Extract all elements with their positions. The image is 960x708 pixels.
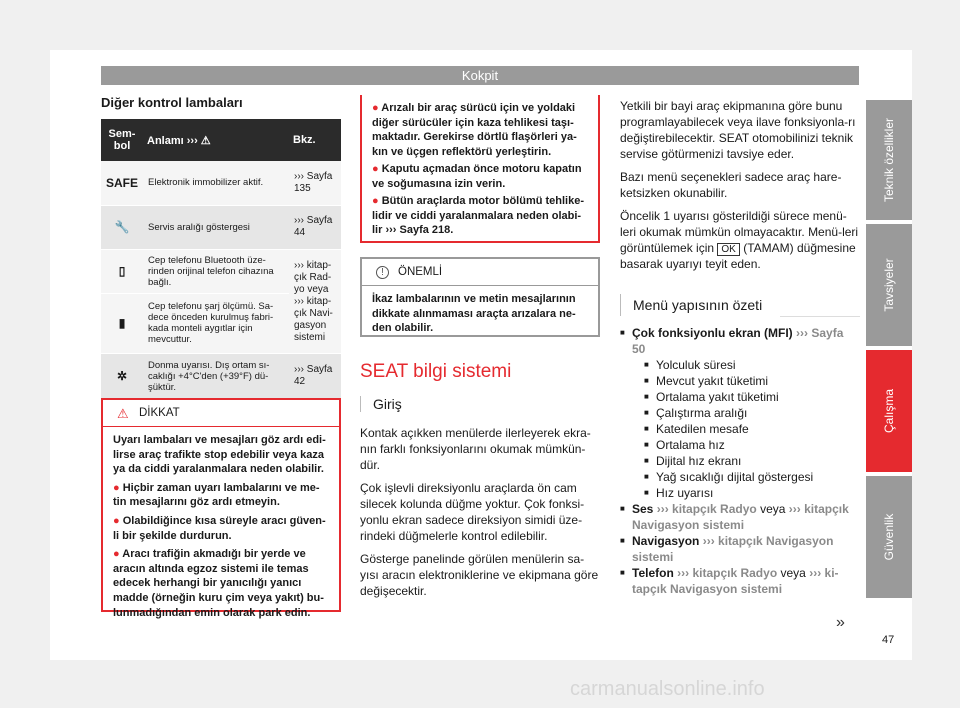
- battery-icon: ▮: [101, 293, 143, 353]
- menu-title: Menü yapısının özeti: [620, 294, 858, 316]
- page-link[interactable]: ››› Sayfa 50: [632, 326, 844, 356]
- warning-bullet: ● Bütün araçlarda motor bölümü tehlike-lidir ve ciddi yaralanmalara neden olabi-lir ››› Sayfa 218.: [372, 195, 585, 236]
- tab-calisma[interactable]: [866, 350, 912, 472]
- page-link[interactable]: ››› kitapçık Radyo: [677, 566, 778, 580]
- section-title: Diğer kontrol lambaları: [101, 95, 243, 110]
- tab-tavsiyeler[interactable]: [866, 224, 912, 346]
- table-cell: Cep telefonu Bluetooth üze-rinden orijinal telefon cihazına bağlı.: [143, 249, 289, 293]
- page-link[interactable]: ››› kitapçık Navigasyon sistemi: [632, 502, 849, 532]
- menu-list: [620, 325, 860, 597]
- paragraph: Yetkili bir bayi araç ekipmanına göre bunu programlayabilecek veya ilave fonksiyonla-rı değiştirebilecektir. SEAT otomobilinizi teknik servise götürmenizi tavsiye eder.: [620, 99, 856, 161]
- intro-text: [360, 425, 602, 606]
- info-icon: !: [376, 266, 389, 279]
- tab-label: Çalışma: [882, 388, 896, 434]
- ok-key-icon: OK: [717, 243, 739, 256]
- section-heading: SEAT bilgi sistemi: [360, 361, 512, 382]
- paragraph: Öncelik 1 uyarısı gösterildiği sürece menü-leri okumak mümkün olmayacaktır. Menü-leri görüntülemek için OK (TAMAM) düğmesine basarak uyarıyı teyit eden.: [620, 209, 859, 271]
- ref-text: ››› kitap-çık Navi-gasyon sistemi: [294, 295, 333, 343]
- col-header-symbol: Sem-bol: [101, 119, 143, 161]
- watermark: carmanualsonline.info: [570, 678, 765, 700]
- page-link[interactable]: ››› ki-tapçık Navigasyon sistemi: [632, 566, 839, 596]
- divider: [780, 316, 860, 317]
- tab-teknik[interactable]: [866, 100, 912, 220]
- page-number: 47: [882, 634, 895, 646]
- paragraph: Gösterge panelinde görülen menülerin sa-yısı aracın elektroniklerine ve ekipmana göre değişecektir.: [360, 552, 599, 598]
- warning-triangle-icon: ⚠: [117, 406, 129, 421]
- warning-bullet: ● Kaputu açmadan önce motoru kapatın ve soğumasına izin verin.: [372, 163, 582, 190]
- paragraph: Bazı menü seçenekleri sadece araç hare-ketsizken okunabilir.: [620, 170, 842, 200]
- list-item: ■ Ses ››› kitapçık Radyo veya ››› kitapçık Navigasyon sistemi: [620, 501, 860, 533]
- paragraph: Kontak açıkken menülerde ilerleyerek ekra-nın farklı fonksiyonlarını okumak mümkün-dür.: [360, 426, 591, 472]
- table-cell: ››› Sayfa 42: [289, 353, 341, 399]
- warning-bullet: ● Aracı trafiğin akmadığı bir yerde ve aracın altında egzoz sistemi ile temas edecek herhangi bir yanıcılığı yanıcı madde (örneğin kuru çim veya yakıt) bu-lunmadığından emin olarak park edin.: [113, 548, 324, 619]
- table-cell: ››› Sayfa 44: [289, 205, 341, 249]
- bluetooth-phone-icon: ▯: [101, 249, 143, 293]
- table-cell: Elektronik immobilizer aktif.: [143, 161, 289, 205]
- list-item: ■ Yolculuk süresi: [644, 357, 860, 373]
- list-item: ■ Navigasyon ››› kitapçık Navigasyon sistemi: [620, 533, 860, 565]
- continue-arrow-icon: »: [836, 614, 845, 631]
- tab-label: Güvenlik: [882, 513, 896, 561]
- tab-label: Teknik özellikler: [882, 117, 896, 203]
- tab-label: Tavsiyeler: [882, 258, 896, 312]
- warning-bullet: ● Hiçbir zaman uyarı lambalarını ve me-tin mesajlarını göz ardı etmeyin.: [113, 481, 320, 509]
- col-header-ref: Bkz.: [289, 119, 341, 161]
- list-item: ■ Ortalama yakıt tüketimi: [644, 389, 860, 405]
- list-item: ■ Katedilen mesafe: [644, 421, 860, 437]
- list-item: ■ Hız uyarısı: [644, 485, 860, 501]
- list-item: ■ Dijital hız ekranı: [644, 453, 860, 469]
- ref-text: ››› kitap-çık Rad-yo veya: [294, 259, 332, 295]
- warning-bullet: ● Arızalı bir araç sürücü için ve yoldaki diğer sürücüler için kaza tehlikesi taşı-maktadır. Gerekirse dörtlü flaşörleri ya-kın ve üçgen reflektörü yerleştirin.: [372, 102, 577, 158]
- paragraph: Çok işlevli direksiyonlu araçlarda ön cam silecek kolunda düğme yoktur. Çok fonksi-yonlu ekran sadece direksiyon simidi üze-rindeki düğmelerle kontrol edilebilir.: [360, 481, 585, 543]
- warning-continued-box: [360, 95, 600, 243]
- list-item: ■ Ortalama hız: [644, 437, 860, 453]
- warning-body: [103, 427, 339, 620]
- table-row: [101, 249, 341, 293]
- note-body: İkaz lambalarının ve metin mesajlarının dikkate alınmaması araçta arızalara ne-den olabilir.: [372, 293, 576, 335]
- page-header: Kokpit: [101, 66, 859, 85]
- column-3: [620, 98, 860, 279]
- page-link[interactable]: ››› kitapçık Radyo: [656, 502, 757, 516]
- table-cell: [289, 249, 341, 353]
- list-item: ■ Çalıştırma aralığı: [644, 405, 860, 421]
- warning-bullet: ● Olabildiğince kısa süreyle aracı güven-li bir şekilde durdurun.: [113, 514, 326, 542]
- list-item: ■ Mevcut yakıt tüketimi: [644, 373, 860, 389]
- note-head: [362, 259, 598, 286]
- wrench-icon: 🔧: [101, 205, 143, 249]
- col-header-meaning: Anlamı ››› ⚠: [143, 119, 289, 161]
- warning-head: [103, 400, 339, 427]
- list-item: ■ Telefon ››› kitapçık Radyo veya ››› ki-tapçık Navigasyon sistemi: [620, 565, 860, 597]
- column-1: [101, 95, 341, 400]
- table-row: [101, 161, 341, 205]
- list-item: ■ Çok fonksiyonlu ekran (MFI) ››› Sayfa 50 ■ Yolculuk süresi ■ Mevcut yakıt tüketimi ■ Ortalama yakıt tüketimi ■ Çalıştırma aralığı ■ Katedilen mesafe ■ Ortalama hız ■ Dijital hız ekranı ■ Yağ sıcaklığı dijital göstergesi ■ Hız uyarısı: [620, 325, 860, 501]
- snowflake-icon: ✲: [101, 353, 143, 399]
- lamps-table: [101, 119, 341, 400]
- page-link[interactable]: ››› kitapçık Navigasyon sistemi: [632, 534, 834, 564]
- warning-head-label: DİKKAT: [139, 407, 180, 419]
- tab-guvenlik[interactable]: [866, 476, 912, 598]
- table-cell: Donma uyarısı. Dış ortam sı-caklığı +4°C'den (+39°F) dü-şüktür.: [143, 353, 289, 399]
- table-row: [101, 353, 341, 399]
- warning-box: [101, 398, 341, 619]
- list-item: ■ Yağ sıcaklığı dijital göstergesi: [644, 469, 860, 485]
- table-row: [101, 205, 341, 249]
- safe-icon: SAFE: [101, 161, 143, 205]
- note-box: [360, 257, 600, 337]
- note-head-label: ÖNEMLİ: [398, 266, 443, 278]
- table-cell: ››› Sayfa 135: [289, 161, 341, 205]
- table-cell: Servis aralığı göstergesi: [143, 205, 289, 249]
- table-cell: Cep telefonu şarj ölçümü. Sa-dece önceden kurulmuş fabri-kada monteli aygıtlar için mevcuttur.: [143, 293, 289, 353]
- sub-heading: Giriş: [360, 396, 402, 412]
- warning-intro: Uyarı lambaları ve mesajları göz ardı edi-lirse araç trafikte stop edebilir veya kaza ya da ciddi yaralanmalara neden olabilir.: [113, 434, 326, 476]
